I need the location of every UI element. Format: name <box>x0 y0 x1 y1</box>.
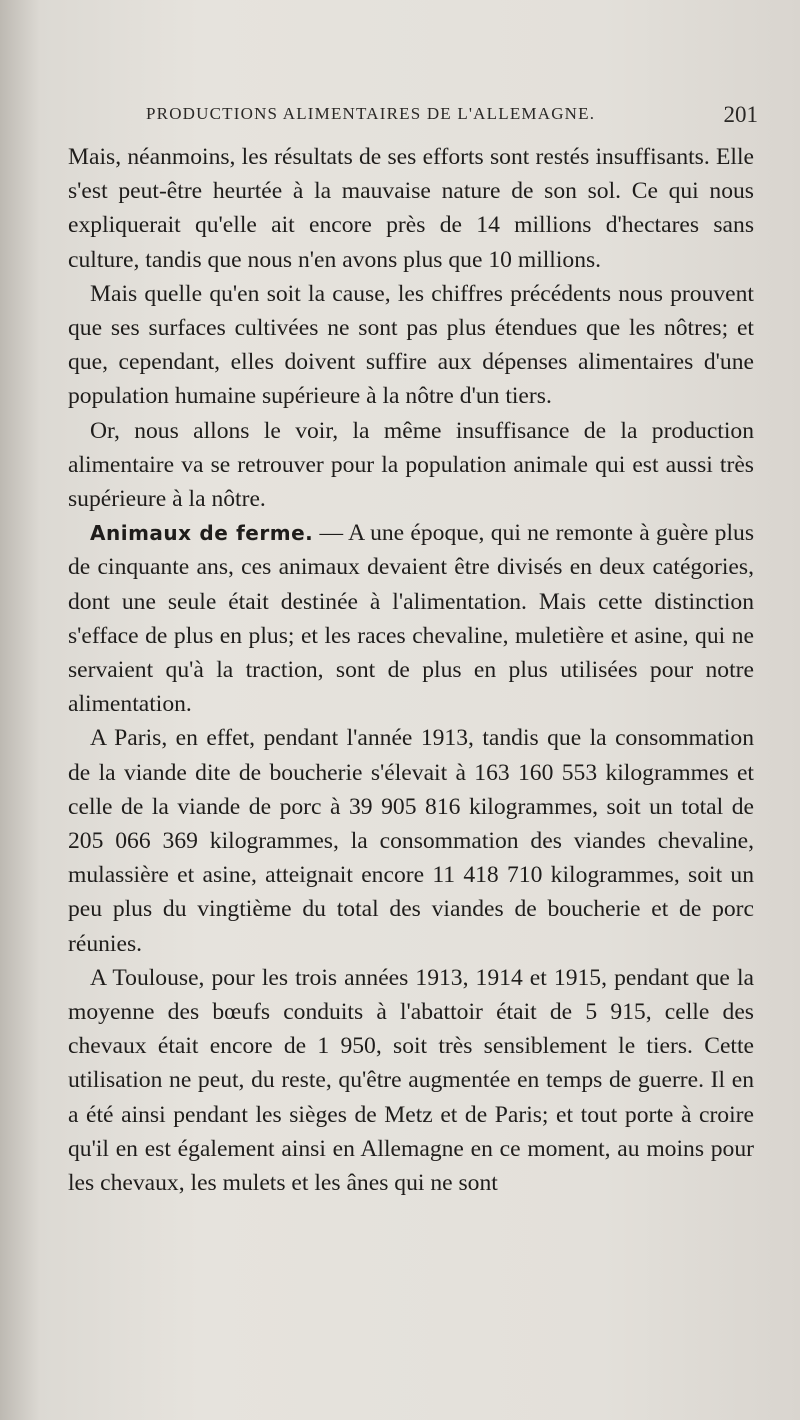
paragraph-1: Mais, néanmoins, les résultats de ses efforts sont restés insuffisants. Elle s'est peut-être heurtée à la mauvaise nature de son sol. Ce qui nous expliquerait qu'elle ait encore près de 14 millions d'hectares sans culture, tandis que nous n'en avons plus que 10 millions. <box>68 144 754 273</box>
running-title: PRODUCTIONS ALIMENTAIRES DE L'ALLEMAGNE. <box>146 104 596 123</box>
paragraph-6: A Toulouse, pour les trois années 1913, 1914 et 1915, pendant que la moyenne des bœufs conduits à l'abattoir était de 5 915, celle des chevaux était encore de 1 950, soit très sensiblement le tiers. Cette utilisation ne peut, du reste, qu'être augmentée en temps de guerre. Il en a été ainsi pendant les sièges de Metz et de Paris; et tout porte à croire qu'il en est également ainsi en Allemagne en ce moment, au moins pour les chevaux, les mulets et les ânes qui ne sont <box>68 964 754 1197</box>
paragraph-3: Or, nous allons le voir, la même insuffisance de la production alimentaire va se retrouver pour la population animale qui est aussi très supérieure à la nôtre. <box>68 417 754 513</box>
paragraph-2: Mais quelle qu'en soit la cause, les chiffres précédents nous prouvent que ses surfaces cultivées ne sont pas plus étendues que les nôtres; et que, cependant, elles doivent suffire aux dépenses alimentaires d'une population humaine supérieure à la nôtre d'un tiers. <box>68 280 754 410</box>
paragraph-4-text: — A une époque, qui ne remonte à guère plus de cinquante ans, ces animaux devaient être divisés en deux catégories, dont une seule était destinée à l'alimentation. Mais cette distinction s'efface de plus en plus; et les races chevaline, muletière et asine, qui ne servaient qu'à la traction, sont de plus en plus utilisées pour notre alimentation. <box>68 520 754 718</box>
section-heading: Animaux de ferme. <box>90 521 314 546</box>
paragraph-5: A Paris, en effet, pendant l'année 1913, tandis que la consommation de la viande dite de boucherie s'élevait à 163 160 553 kilogrammes et celle de la viande de porc à 39 905 816 kilogrammes, soit un total de 205 066 369 kilogrammes, la consommation des viandes chevaline, mulassière et asine, atteignait encore 11 418 710 kilogrammes, soit un peu plus du vingtième du total des viandes de boucherie et de porc réunies. <box>68 725 754 957</box>
paragraph-4 <box>68 516 754 721</box>
book-page <box>68 100 758 1200</box>
page-number: 201 <box>723 102 758 127</box>
running-head <box>68 100 758 140</box>
